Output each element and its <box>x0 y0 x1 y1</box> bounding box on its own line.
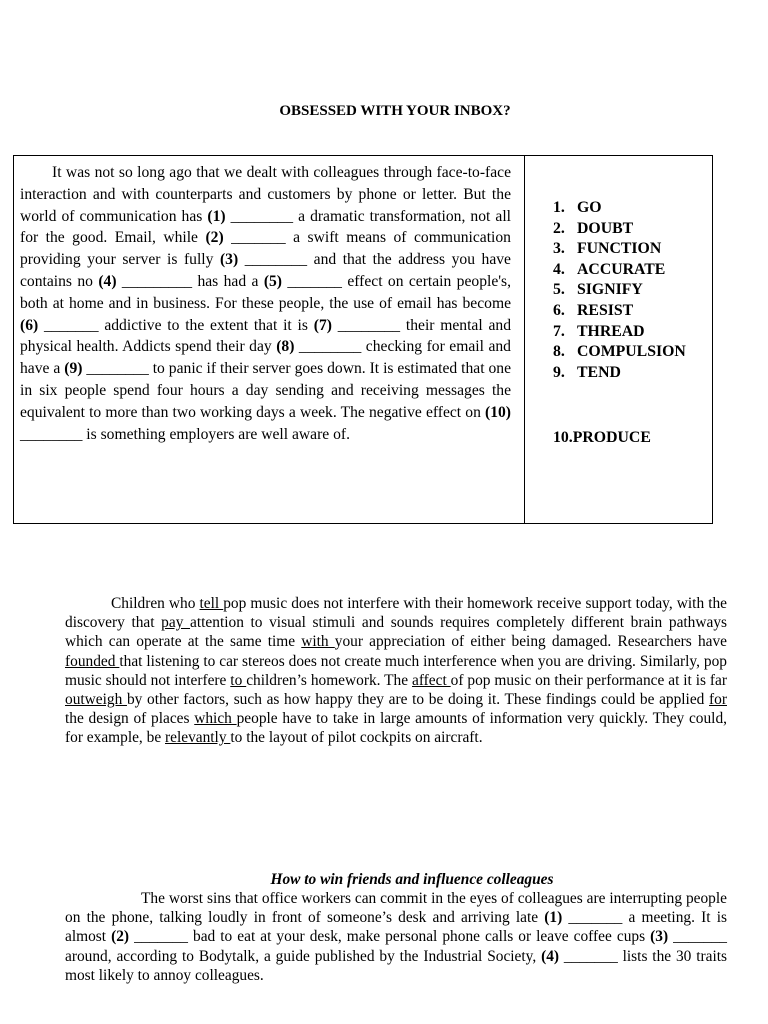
word-item: 9. TEND <box>553 363 621 381</box>
gap-number: (10) <box>485 403 511 421</box>
passage-text: The worst sins that office workers can commit in the eyes of colleagues are interrupting people on the phone, talking loudly in front of someone’s desk and arriving late (1) _______ a meeting. It is almost (2) _______ bad to eat at your desk, make personal phone calls or leave coffee cups (3) _______ around, according to Bodytalk, a guide published by the Industrial Society, (4) _______ lists the 30 traits most likely to annoy colleagues. <box>65 890 727 984</box>
underlined-word: to <box>230 671 247 689</box>
underlined-word: founded <box>65 652 120 670</box>
underlined-word: pay <box>161 614 191 632</box>
gap-number: (5) <box>263 272 282 290</box>
gap-number: (4) <box>541 947 560 965</box>
exercise-table <box>13 155 713 524</box>
gap-number: (4) <box>98 272 117 290</box>
word-item: 4. ACCURATE <box>553 260 666 278</box>
underlined-word: outweigh <box>65 691 127 709</box>
word-list-cell <box>525 156 712 523</box>
underlined-word: affect <box>412 671 451 689</box>
passage-text: Children who tell pop music does not interfere with their homework receive support today, with the discovery that pay attention to visual stimuli and sounds requires completely different brain pathways which can operate at the same time with your appreciation of either being damaged. Researchers have founded that listening to car stereos does not create much interference when you are driving. Similarly, pop music should not interfere to children’s homework. The affect of pop music on their performance at it is far outweigh by other factors, such as how happy they are to be doing it. These findings could be applied for the design of places which people have to take in large amounts of information very quickly. They could, for example, be relevantly to the layout of pilot cockpits on aircraft. <box>65 595 728 747</box>
word-item: 8. COMPULSION <box>553 343 686 361</box>
word-item: 1. GO <box>553 199 602 216</box>
error-correction-passage <box>65 594 727 748</box>
gap-number: (8) <box>276 338 295 356</box>
passage-text: It was not so long ago that we dealt with colleagues through face-to-face interaction and with counterparts and customers by phone or letter. But the world of communication has (1) ________ a dramatic transformation, not all for the good. Email, while (2) _______ a swift means of communication providing your server is fully (3) ________ and that the address you have contains no (4) _________ has had a (5) _______ effect on certain people's, both at home and in business. For these people, the use of email has become (6) _______ addictive to the extent that it is (7) ________ their mental and physical health. Addicts spend their day (8) ________ checking for email and have a (9) ________ to panic if their server goes down. It is estimated that one in six people spend four hours a day sending and receiving messages the equivalent to more than two working days a week. The negative effect on (10) ________ is something employers are well aware of. <box>20 164 512 443</box>
word-item: 3. FUNCTION <box>553 240 662 258</box>
underlined-word: which <box>194 710 237 728</box>
gap-number: (6) <box>20 316 39 334</box>
word-item: 6. RESIST <box>553 301 634 319</box>
cloze-section <box>65 870 727 985</box>
gap-number: (3) <box>219 251 239 269</box>
gap-number: (9) <box>64 360 83 378</box>
underlined-word: tell <box>199 595 224 612</box>
gap-number: (3) <box>650 928 669 946</box>
gap-number: (2) <box>111 928 130 946</box>
underlined-word: relevantly <box>165 729 231 747</box>
gap-number: (2) <box>205 229 224 247</box>
word-item: 2. DOUBT <box>553 219 634 237</box>
word-item: 5. SIGNIFY <box>553 281 643 299</box>
gap-number: (1) <box>544 909 563 927</box>
word-item: 7. THREAD <box>553 322 645 340</box>
passage-cell <box>14 156 525 523</box>
gap-number: (1) <box>207 207 226 225</box>
gap-number: (7) <box>313 316 332 334</box>
underlined-word: with <box>301 633 335 651</box>
word-list <box>553 198 712 449</box>
section-subtitle: How to win friends and influence colleagues <box>270 871 554 888</box>
word-item: 10.PRODUCE <box>553 429 651 447</box>
page-title: OBSESSED WITH YOUR INBOX? <box>279 103 511 119</box>
underlined-word: for <box>709 691 727 709</box>
